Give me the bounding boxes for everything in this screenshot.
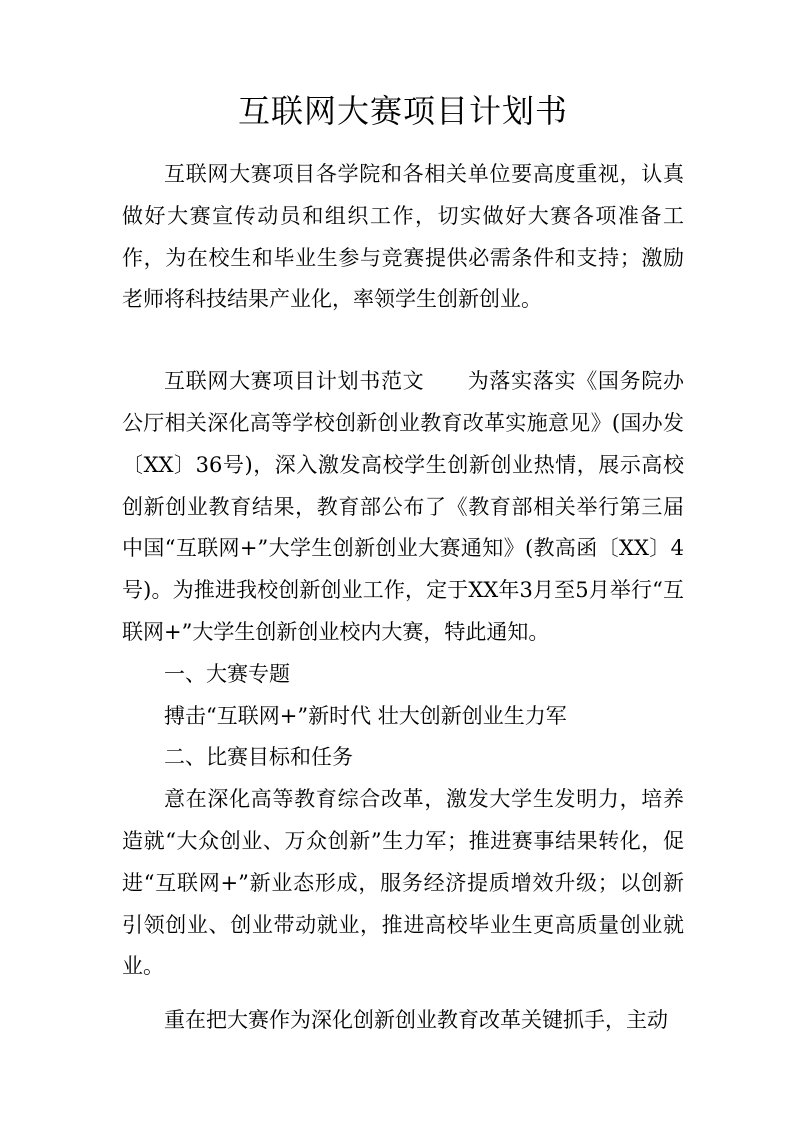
document-title: 互联网大赛项目计划书 <box>237 92 568 130</box>
closing-paragraph-fragment: 重在把大赛作为深化创新创业教育改革关键抓手，主动 <box>164 1008 668 1033</box>
intro-paragraph: 互联网大赛项目各学院和各相关单位要高度重视，认真做好大赛宣传动员和组织工作，切实做好大赛各项准备工作，为在校生和毕业生参与竞赛提供必需条件和支持；激励老师将科技结果产业化，率领学生创新创业。 <box>122 162 684 312</box>
section-heading-goals: 二、比赛目标和任务 <box>164 745 353 770</box>
theme-statement: 搏击“互联网+”新时代 壮大创新创业生力军 <box>164 703 567 728</box>
sample-paragraph: 互联网大赛项目计划书范文 为落实落实《国务院办公厅相关深化高等学校创新创业教育改革实施意见》(国办发〔XX〕36号)，深入激发高校学生创新创业热情，展示高校创新创业教育结果，教育部公布了《教育部相关举行第三届中国“互联网+”大学生创新创业大赛通知》(教高函〔XX〕4号)。为推进我校创新创业工作，定于XX年3月至5月举行“互联网+”大学生创新创业校内大赛，特此通知。 <box>122 369 684 644</box>
section-heading-theme: 一、大赛专题 <box>164 661 290 686</box>
goals-paragraph: 意在深化高等教育综合改革，激发大学生发明力，培养造就“大众创业、万众创新”生力军；推进赛事结果转化，促进“互联网+”新业态形成，服务经济提质增效升级；以创新引领创业、创业带动就业，推进高校毕业生更高质量创业就业。 <box>122 787 684 979</box>
paragraph-spacer <box>122 321 684 361</box>
